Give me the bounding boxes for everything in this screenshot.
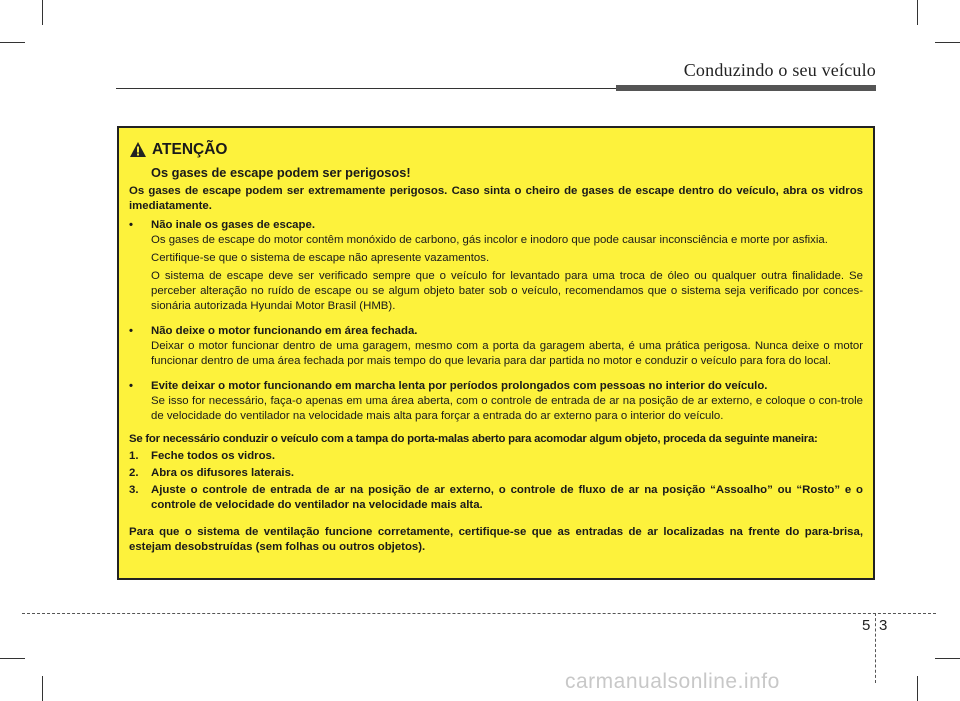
step-number: 3. — [129, 484, 139, 496]
footer-dashed-divider — [875, 613, 876, 683]
crop-mark — [917, 0, 918, 25]
section-title: Conduzindo o seu veículo — [683, 60, 876, 80]
watermark: carmanualsonline.info — [565, 670, 780, 693]
step-item — [129, 483, 863, 513]
list-item — [129, 379, 863, 424]
step-item — [129, 466, 863, 481]
crop-mark — [0, 658, 25, 659]
warning-subtitle: Os gases de escape podem ser perigosos! — [151, 165, 411, 180]
bullet-heading: Não inale os gases de escape. — [151, 219, 315, 231]
procedure-intro: Se for necessário conduzir o veículo com a tampa do porta-malas aberto para acomodar algum objeto, proceda da seguinte maneira: — [129, 433, 818, 445]
chapter-number: 5 — [862, 617, 871, 634]
footer-dashed-rule — [22, 613, 936, 614]
step-number: 2. — [129, 467, 139, 479]
bullet-paragraph: Deixar o motor funcionar dentro de uma garagem, mesmo com a porta da garagem aberta, é uma prática perigosa. Nunca deixe o motor funcionar dentro de uma área fechada por mais tempo do que levaria para dar partida no motor e conduzir o veículo para fora do local. — [151, 340, 863, 367]
bullet-heading: Não deixe o motor funcionando em área fechada. — [151, 325, 418, 337]
header-bar — [616, 85, 876, 91]
crop-mark — [42, 0, 43, 25]
closing-note: Para que o sistema de ventilação funcione corretamente, certifique-se que as entradas de ar localizadas na frente do para-brisa, estejam desobstruídas (sem folhas ou outros objetos). — [129, 526, 863, 553]
warning-box — [117, 126, 875, 580]
header-rule — [116, 88, 616, 89]
list-item — [129, 324, 863, 369]
step-number: 1. — [129, 450, 139, 462]
bullet-heading: Evite deixar o motor funcionando em marcha lenta por períodos prolongados com pessoas no interior do veículo. — [151, 380, 768, 392]
crop-mark — [42, 676, 43, 701]
bullet-paragraph: Certifique-se que o sistema de escape não apresente vazamentos. — [151, 252, 490, 264]
crop-mark — [935, 42, 960, 43]
bullet-paragraph: Se isso for necessário, faça-o apenas em uma área aberta, com o controle de entrada de ar na posição de ar externo, e coloque o con-trole de velocidade do ventilador na velocidade mais alta para forçar a entrada do ar externo para o interior do veículo. — [151, 395, 863, 422]
step-text: Ajuste o controle de entrada de ar na posição de ar externo, o controle de fluxo de ar na posição “Assoalho” ou “Rosto” e o controle de velocidade do ventilador na velocidade mais alta. — [151, 484, 863, 511]
warning-title: ATENÇÃO — [152, 140, 228, 158]
page-number: 3 — [879, 617, 888, 634]
crop-mark — [917, 676, 918, 701]
bullet-paragraph: O sistema de escape deve ser verificado sempre que o veículo for levantado para uma troca de óleo ou qualquer outra finalidade. Se perceber alteração no ruído de escape ou se algum objeto bater sob o veículo, recomendamos que o sistema seja verificado por conces-sionária autorizada Hyundai Motor Brasil (HMB). — [151, 270, 863, 312]
crop-mark — [935, 658, 960, 659]
bullet-marker: • — [129, 219, 133, 231]
step-text: Abra os difusores laterais. — [151, 467, 295, 479]
warning-header — [129, 138, 863, 160]
bullet-marker: • — [129, 380, 133, 392]
crop-mark — [0, 42, 25, 43]
step-text: Feche todos os vidros. — [151, 450, 276, 462]
list-item — [129, 218, 863, 314]
bullet-paragraph: Os gases de escape do motor contêm monóxido de carbono, gás incolor e inodoro que pode causar inconsciência e morte por asfixia. — [151, 234, 828, 246]
step-item — [129, 449, 863, 464]
warning-triangle-icon — [129, 141, 147, 158]
bullet-marker: • — [129, 325, 133, 337]
warning-intro: Os gases de escape podem ser extremamente perigosos. Caso sinta o cheiro de gases de escape dentro do veículo, abra os vidros imediatamente. — [129, 185, 863, 212]
